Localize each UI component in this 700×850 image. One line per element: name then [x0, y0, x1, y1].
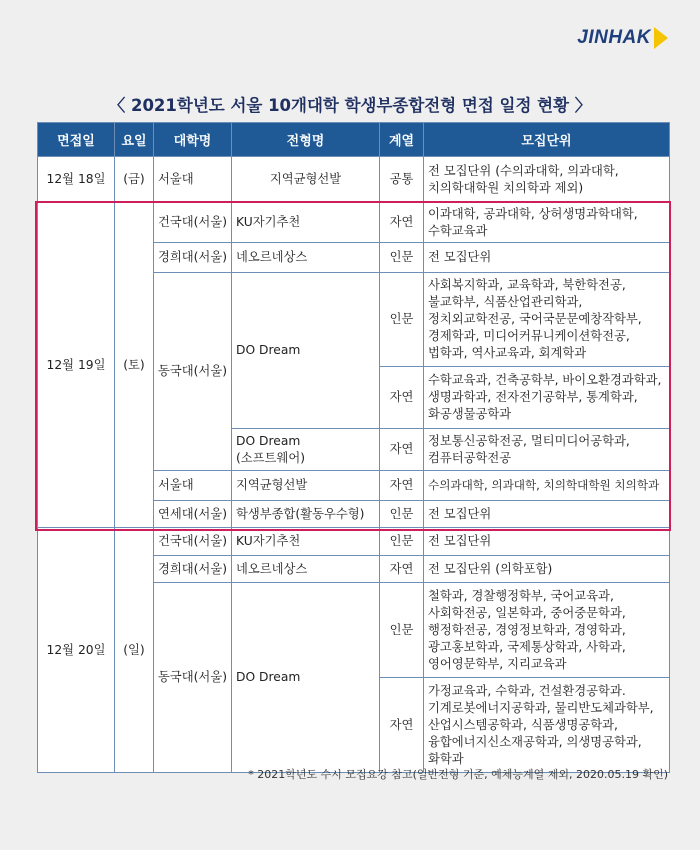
date-cell: 12월 19일 [38, 203, 115, 528]
field-cell: 자연 [380, 471, 424, 501]
table-row [38, 157, 670, 203]
department-cell: 수학교육과, 건축공학부, 바이오환경과학과, 생명과학과, 전자전기공학부, 통계학과, 화공생물공학과 [424, 367, 670, 429]
table-row [38, 528, 670, 556]
field-cell: 자연 [380, 556, 424, 583]
department-cell: 수의과대학, 의과대학, 치의학대학원 치의학과 [424, 471, 670, 501]
field-cell: 자연 [380, 678, 424, 773]
track-cell: 네오르네상스 [232, 556, 380, 583]
day-cell: (토) [115, 203, 154, 528]
day-cell: (금) [115, 157, 154, 203]
date-cell: 12월 20일 [38, 528, 115, 773]
field-cell: 자연 [380, 429, 424, 471]
header-university: 대학명 [154, 123, 232, 157]
jinhak-logo [577, 27, 668, 49]
department-cell: 전 모집단위 (의학포함) [424, 556, 670, 583]
page-title: 〈 2021학년도 서울 10개대학 학생부종합전형 면접 일정 현황 〉 [108, 96, 592, 115]
field-cell: 공통 [380, 157, 424, 203]
university-cell: 경희대(서울) [154, 556, 232, 583]
university-cell: 서울대 [154, 471, 232, 501]
track-cell: 네오르네상스 [232, 243, 380, 273]
department-cell: 전 모집단위 (수의과대학, 의과대학, 치의학대학원 치의학과 제외) [424, 157, 670, 203]
field-cell: 인문 [380, 501, 424, 528]
department-cell: 전 모집단위 [424, 501, 670, 528]
university-cell: 건국대(서울) [154, 203, 232, 243]
footnote: * 2021학년도 수시 모집요강 참고(일반전형 기준, 예체능계열 제외, 2020.05.19 확인) [248, 768, 668, 781]
university-cell: 연세대(서울) [154, 501, 232, 528]
field-cell: 자연 [380, 203, 424, 243]
header-date: 면접일 [38, 123, 115, 157]
logo-arrow-icon [654, 27, 668, 49]
university-cell: 경희대(서울) [154, 243, 232, 273]
department-cell: 철학과, 경찰행정학부, 국어교육과, 사회학전공, 일본학과, 중어중문학과, 행정학전공, 경영정보학과, 경영학과, 광고홍보학과, 국제통상학과, 사학과, 영어영문학부, 지리교육과 [424, 583, 670, 678]
header-day: 요일 [115, 123, 154, 157]
track-cell: DO Dream (소프트웨어) [232, 429, 380, 471]
field-cell: 인문 [380, 243, 424, 273]
track-cell: DO Dream [232, 583, 380, 773]
department-cell: 정보통신공학전공, 멀티미디어공학과, 컴퓨터공학전공 [424, 429, 670, 471]
header-track: 전형명 [232, 123, 380, 157]
department-cell: 전 모집단위 [424, 243, 670, 273]
track-cell: 지역균형선발 [232, 157, 380, 203]
university-cell: 서울대 [154, 157, 232, 203]
field-cell: 자연 [380, 367, 424, 429]
table-header-row [38, 123, 670, 157]
field-cell: 인문 [380, 583, 424, 678]
table-row [38, 203, 670, 243]
department-cell: 가정교육과, 수학과, 건설환경공학과. 기계로봇에너지공학과, 물리반도체과학부, 산업시스템공학과, 식품생명공학과, 융합에너지신소재공학과, 의생명공학과, 화학과 [424, 678, 670, 773]
day-cell: (일) [115, 528, 154, 773]
header-department: 모집단위 [424, 123, 670, 157]
interview-schedule-table [37, 122, 670, 773]
track-cell: KU자기추천 [232, 528, 380, 556]
track-cell: 지역균형선발 [232, 471, 380, 501]
track-cell: DO Dream [232, 273, 380, 429]
department-cell: 사회복지학과, 교육학과, 북한학전공, 불교학부, 식품산업관리학과, 정치외교학전공, 국어국문문예창작학부, 경제학과, 미디어커뮤니케이션학전공, 법학과, 역사교육과, 회계학과 [424, 273, 670, 367]
university-cell: 동국대(서울) [154, 583, 232, 773]
track-cell: 학생부종합(활동우수형) [232, 501, 380, 528]
field-cell: 인문 [380, 528, 424, 556]
department-cell: 이과대학, 공과대학, 상허생명과학대학, 수학교육과 [424, 203, 670, 243]
university-cell: 건국대(서울) [154, 528, 232, 556]
track-cell: KU자기추천 [232, 203, 380, 243]
header-field: 계열 [380, 123, 424, 157]
department-cell: 전 모집단위 [424, 528, 670, 556]
logo-text: JINHAK [577, 27, 651, 48]
university-cell: 동국대(서울) [154, 273, 232, 471]
field-cell: 인문 [380, 273, 424, 367]
date-cell: 12월 18일 [38, 157, 115, 203]
